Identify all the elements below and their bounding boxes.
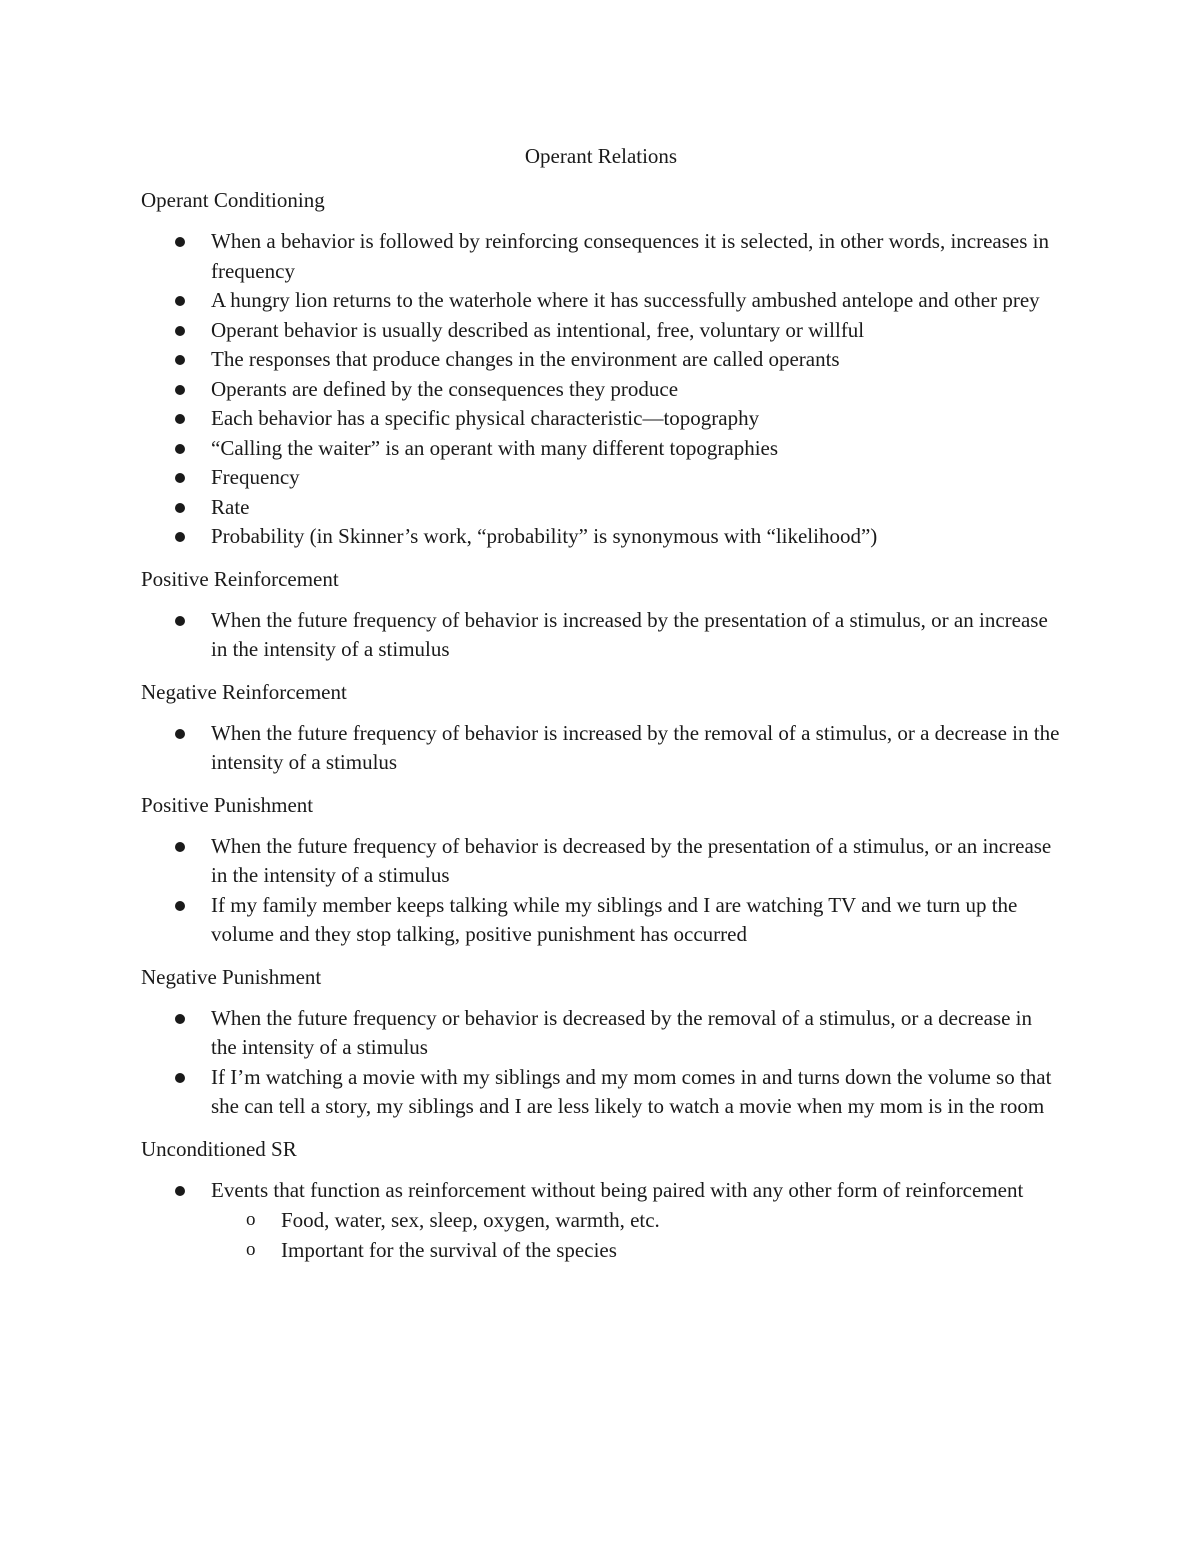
list-item: [141, 227, 1061, 286]
bullet-list: [141, 1176, 1061, 1266]
list-item-text: Each behavior has a specific physical characteristic—topography: [211, 406, 760, 430]
bullet-icon: [175, 326, 185, 336]
section-heading-positive-punishment: Positive Punishment: [141, 792, 314, 817]
list-item: [141, 1063, 1061, 1122]
bullet-icon: [175, 901, 185, 911]
section-heading-positive-reinforcement: Positive Reinforcement: [141, 566, 339, 591]
section-heading-negative-reinforcement: Negative Reinforcement: [141, 679, 347, 704]
list-item: [141, 463, 1061, 493]
list-item-text: “Calling the waiter” is an operant with many different topographies: [211, 435, 779, 460]
list-item: [141, 1004, 1061, 1063]
list-item-text: If my family member keeps talking while my siblings and I are watching TV and we turn up the volume and they stop talking, positive punishment has occurred: [211, 892, 1018, 946]
list-item: [141, 606, 1061, 665]
bullet-list: [141, 227, 1061, 552]
bullet-icon: [175, 444, 185, 454]
hollow-bullet-icon: o: [246, 1239, 256, 1260]
list-item: [141, 493, 1061, 523]
list-item: [141, 719, 1061, 778]
section-heading-negative-punishment: Negative Punishment: [141, 964, 322, 989]
document-page: [141, 139, 1061, 1265]
bullet-list: [141, 719, 1061, 778]
bullet-icon: [175, 414, 185, 424]
bullet-icon: [175, 1073, 185, 1083]
list-item: [141, 891, 1061, 950]
bullet-icon: [175, 385, 185, 395]
list-item: [141, 1176, 1061, 1266]
list-item: [141, 345, 1061, 375]
list-item-text: Probability (in Skinner’s work, “probability” is synonymous with “likelihood”): [211, 524, 878, 548]
list-item-text: Frequency: [211, 465, 300, 489]
bullet-icon: [175, 532, 185, 542]
list-item-text: If I’m watching a movie with my siblings and my mom comes in and turns down the volume so that she can tell a story, my siblings and I are less likely to watch a movie when my mom is in the room: [211, 1064, 1052, 1118]
bullet-icon: [175, 296, 185, 306]
bullet-icon: [175, 729, 185, 739]
list-item: [141, 832, 1061, 891]
bullet-icon: [175, 473, 185, 483]
list-item-text: When the future frequency or behavior is decreased by the removal of a stimulus, or a decrease in the intensity of a stimulus: [211, 1005, 1032, 1059]
bullet-icon: [175, 616, 185, 626]
list-item-text: Operants are defined by the consequences they produce: [211, 376, 679, 401]
sub-list-item-text: Important for the survival of the species: [281, 1238, 617, 1262]
sub-list-item: [211, 1235, 1061, 1265]
list-item-text: Operant behavior is usually described as intentional, free, voluntary or willful: [211, 317, 865, 342]
bullet-list: [141, 832, 1061, 950]
list-item-text: When the future frequency of behavior is increased by the presentation of a stimulus, or an increase in the intensity of a stimulus: [211, 607, 1048, 661]
hollow-bullet-icon: o: [246, 1209, 256, 1230]
list-item: [141, 286, 1061, 316]
sub-list-item-text: Food, water, sex, sleep, oxygen, warmth, etc.: [281, 1208, 660, 1232]
document-title: Operant Relations: [524, 144, 678, 168]
bullet-icon: [175, 237, 185, 247]
list-item-text: When the future frequency of behavior is increased by the removal of a stimulus, or a decrease in the intensity of a stimulus: [211, 720, 1060, 774]
list-item-text: Events that function as reinforcement without being paired with any other form of reinforcement: [211, 1177, 1024, 1202]
bullet-icon: [175, 842, 185, 852]
sub-bullet-list: [211, 1205, 1061, 1265]
list-item-text: When a behavior is followed by reinforcing consequences it is selected, in other words, increases in frequency: [211, 229, 1049, 283]
bullet-icon: [175, 355, 185, 365]
list-item-text: The responses that produce changes in the environment are called operants: [211, 347, 840, 371]
list-item: [141, 522, 1061, 552]
section-heading-unconditioned-sr: Unconditioned SR: [141, 1136, 297, 1161]
sub-list-item: [211, 1205, 1061, 1235]
bullet-icon: [175, 1186, 185, 1196]
list-item: [141, 404, 1061, 434]
list-item: [141, 375, 1061, 405]
list-item-text: When the future frequency of behavior is decreased by the presentation of a stimulus, or an increase in the intensity of a stimulus: [211, 833, 1052, 887]
bullet-list: [141, 1004, 1061, 1122]
list-item-text: A hungry lion returns to the waterhole where it has successfully ambushed antelope and other prey: [211, 288, 1040, 312]
list-item-text: Rate: [211, 494, 250, 519]
list-item: [141, 316, 1061, 346]
bullet-list: [141, 606, 1061, 665]
section-heading-operant-conditioning: Operant Conditioning: [141, 188, 325, 212]
bullet-icon: [175, 1014, 185, 1024]
list-item: [141, 434, 1061, 464]
bullet-icon: [175, 503, 185, 513]
